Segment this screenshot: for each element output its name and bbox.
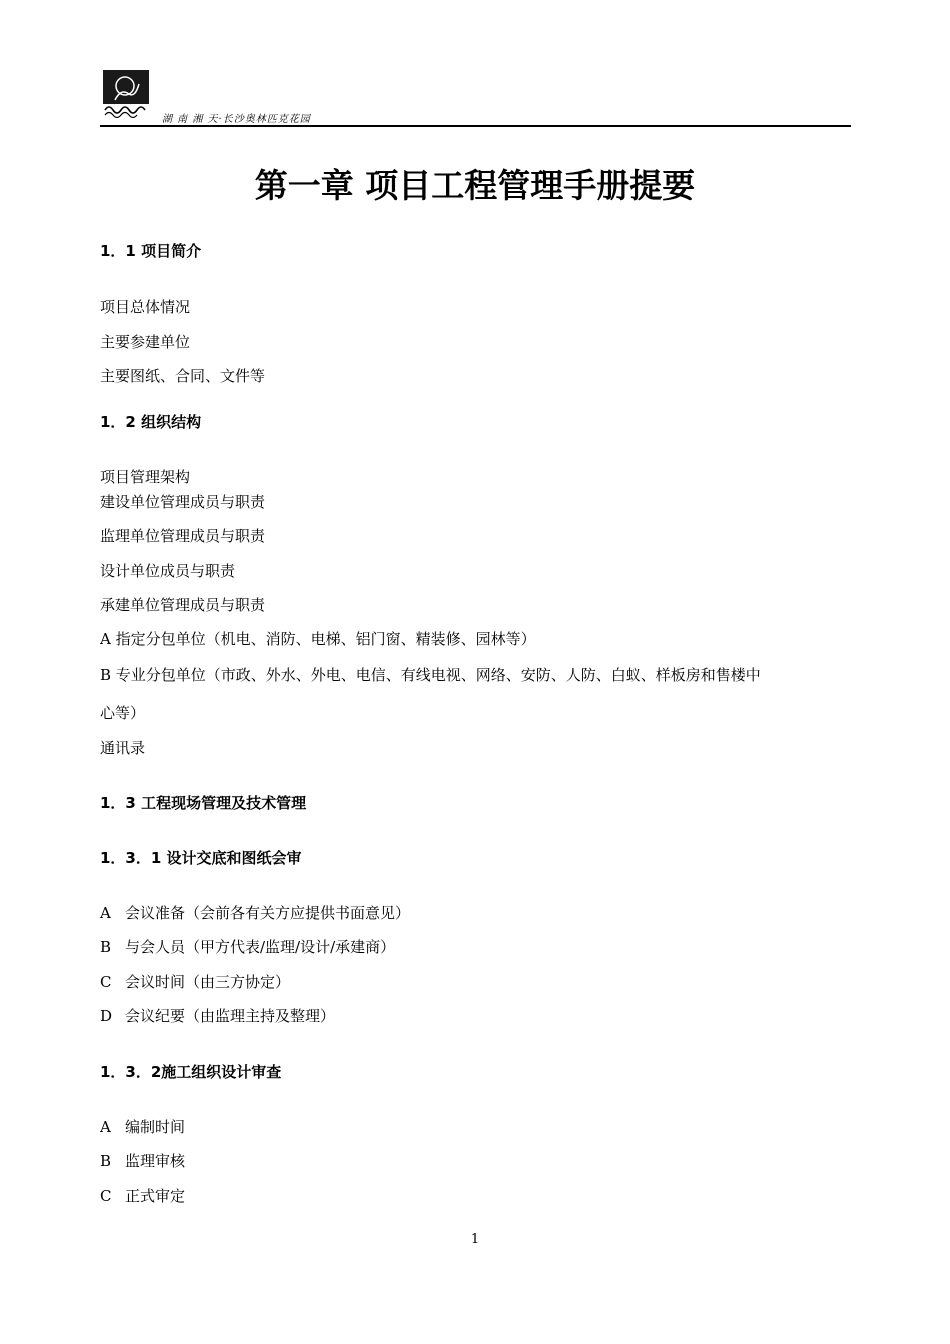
dragon-logo-icon [103, 70, 149, 118]
list-item: 主要参建单位 [100, 333, 191, 351]
section-1-2-heading: 1．2 组织结构 [100, 413, 202, 431]
list-item [100, 1005, 335, 1026]
list-item: 建设单位管理成员与职责 [100, 493, 266, 511]
item-letter: D [100, 1007, 113, 1025]
list-item: 通讯录 [100, 739, 146, 757]
header-rule [100, 125, 851, 127]
item-text: 会议准备（会前各有关方应提供书面意见） [125, 904, 411, 922]
section-1-3-2-heading: 1．3．2施工组织设计审查 [100, 1063, 282, 1081]
page-number: 1 [470, 1232, 480, 1247]
list-item: A 指定分包单位（机电、消防、电梯、铝门窗、精装修、园林等） [100, 630, 536, 648]
item-letter: C [100, 1187, 112, 1205]
list-item: B 专业分包单位（市政、外水、外电、电信、有线电视、网络、安防、人防、白蚁、样板房和售楼中 [100, 666, 761, 684]
list-item: 设计单位成员与职责 [100, 562, 236, 580]
section-1-1-heading: 1．1 项目简介 [100, 242, 202, 260]
item-letter: B [100, 938, 112, 956]
page-header [100, 70, 851, 130]
item-letter: C [100, 973, 112, 991]
list-item [100, 1185, 185, 1206]
item-text: 会议纪要（由监理主持及整理） [125, 1007, 336, 1025]
page-title: 第一章 项目工程管理手册提要 [254, 166, 696, 205]
list-item [100, 1150, 185, 1171]
list-item [100, 902, 410, 923]
item-letter: A [100, 904, 111, 922]
list-item: 承建单位管理成员与职责 [100, 596, 266, 614]
item-text: 会议时间（由三方协定） [125, 973, 291, 991]
list-item: 项目管理架构 [100, 468, 191, 486]
section-1-3-heading: 1．3 工程现场管理及技术管理 [100, 794, 307, 812]
item-text: 监理审核 [125, 1152, 186, 1170]
list-item [100, 1116, 185, 1137]
item-letter: B [100, 1152, 112, 1170]
header-text: 湖 南 湘 天·长沙奥林匹克花园 [162, 114, 311, 125]
list-item [100, 936, 395, 957]
list-item: 项目总体情况 [100, 298, 191, 316]
list-item: 监理单位管理成员与职责 [100, 527, 266, 545]
item-letter: A [100, 1118, 111, 1136]
list-item: 心等） [100, 704, 146, 722]
item-text: 正式审定 [125, 1187, 186, 1205]
section-1-3-1-heading: 1．3．1 设计交底和图纸会审 [100, 849, 302, 867]
list-item: 主要图纸、合同、文件等 [100, 367, 266, 385]
item-text: 编制时间 [125, 1118, 186, 1136]
item-text: 与会人员（甲方代表/监理/设计/承建商） [125, 938, 396, 956]
list-item [100, 971, 290, 992]
